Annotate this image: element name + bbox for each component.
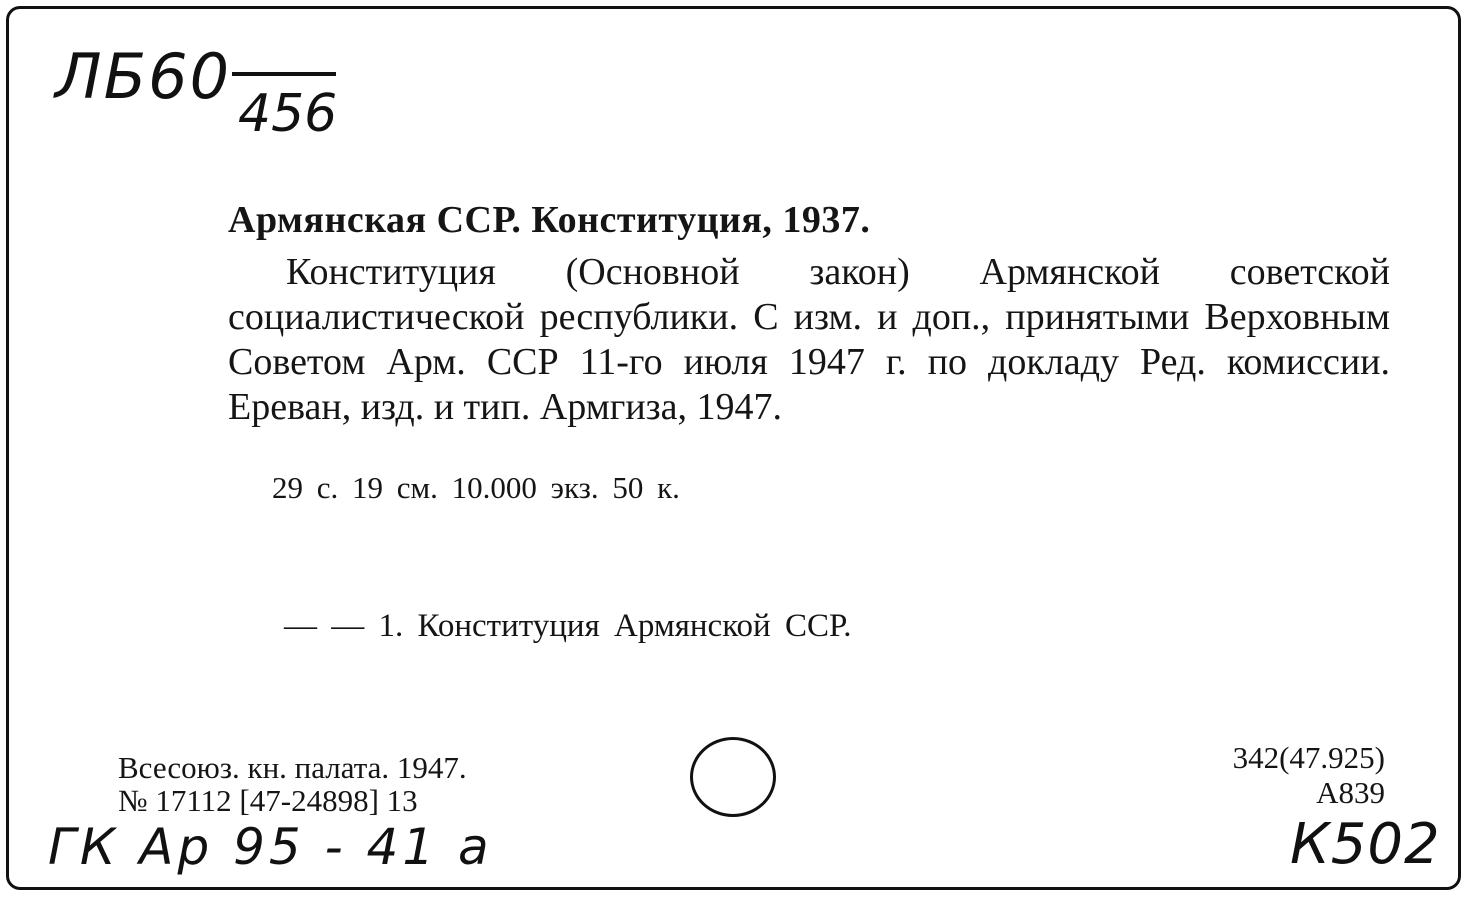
collation-line: 29 с. 19 см. 10.000 экз. 50 к. [272, 470, 680, 505]
stamp-circle-icon [690, 737, 776, 817]
author-mark: А839 [1316, 775, 1385, 810]
handwritten-note-left: ГК Ар 95 - 41 а [48, 818, 493, 876]
imprint-line-1: Всесоюз. кн. палата. 1947. [118, 750, 467, 785]
shelfmark-main: ЛБ60 [55, 40, 232, 113]
shelfmark-divider [232, 72, 336, 76]
classification-code: 342(47.925) [1232, 740, 1385, 775]
subject-tracing: — — 1. Конституция Армянской ССР. [284, 608, 852, 644]
card-description: Конституция (Основной закон) Армянской советской социалистической республики. С изм. и доп., принятыми Верховным Советом Арм. ССР 11-го июля 1947 г. по докладу Ред. комиссии. Ереван, изд. и тип. Армгиза, 1947. [228, 251, 1390, 428]
shelfmark-sub: 456 [238, 84, 338, 144]
imprint-line-2: № 17112 [47-24898] 13 [118, 783, 418, 818]
handwritten-note-right: К502 [1290, 812, 1441, 877]
card-heading: Армянская ССР. Конституция, 1937. [228, 199, 871, 241]
